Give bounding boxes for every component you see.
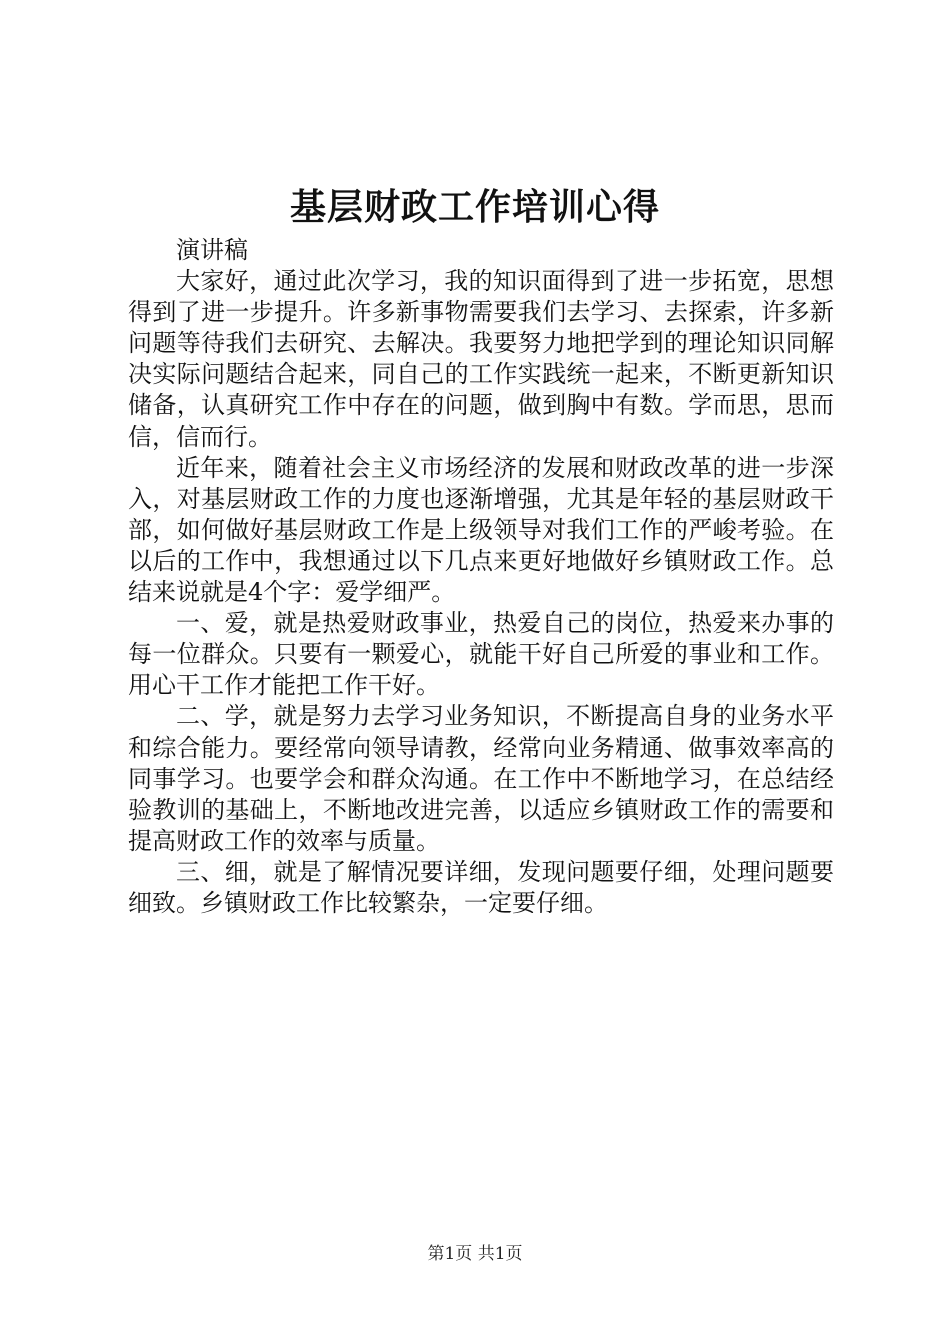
page-footer: 第1页 共1页	[427, 1244, 523, 1264]
paragraph-intro: 大家好，通过此次学习，我的知识面得到了进一步拓宽，思想得到了进一步提升。许多新事物需要我们去学习、去探索，许多新问题等待我们去研究、去解决。我要努力地把学到的理论知识同解决实际问题结合起来，同自己的工作实践统一起来，不断更新知识储备，认真研究工作中存在的问题，做到胸中有数。学而思，思而信，信而行。	[128, 267, 834, 451]
document-body	[128, 235, 834, 919]
paragraph-background: 近年来，随着社会主义市场经济的发展和财政改革的进一步深入，对基层财政工作的力度也逐渐增强，尤其是年轻的基层财政干部，如何做好基层财政工作是上级领导对我们工作的严峻考验。在以后的工作中，我想通过以下几点来更好地做好乡镇财政工作。总结来说就是4个字：爱学细严。	[128, 453, 834, 607]
paragraph-love: 一、爱，就是热爱财政事业，热爱自己的岗位，热爱来办事的每一位群众。只要有一颗爱心，就能干好自己所爱的事业和工作。用心干工作才能把工作干好。	[128, 609, 834, 700]
document-subtitle: 演讲稿	[176, 236, 248, 264]
paragraph-detail: 三、细，就是了解情况要详细，发现问题要仔细，处理问题要细致。乡镇财政工作比较繁杂，一定要仔细。	[128, 857, 834, 917]
document-title: 基层财政工作培训心得	[289, 186, 660, 228]
paragraph-learn: 二、学，就是努力去学习业务知识，不断提高自身的业务水平和综合能力。要经常向领导请教，经常向业务精通、做事效率高的同事学习。也要学会和群众沟通。在工作中不断地学习，在总结经验教训的基础上，不断地改进完善，以适应乡镇财政工作的需要和提高财政工作的效率与质量。	[128, 702, 834, 855]
